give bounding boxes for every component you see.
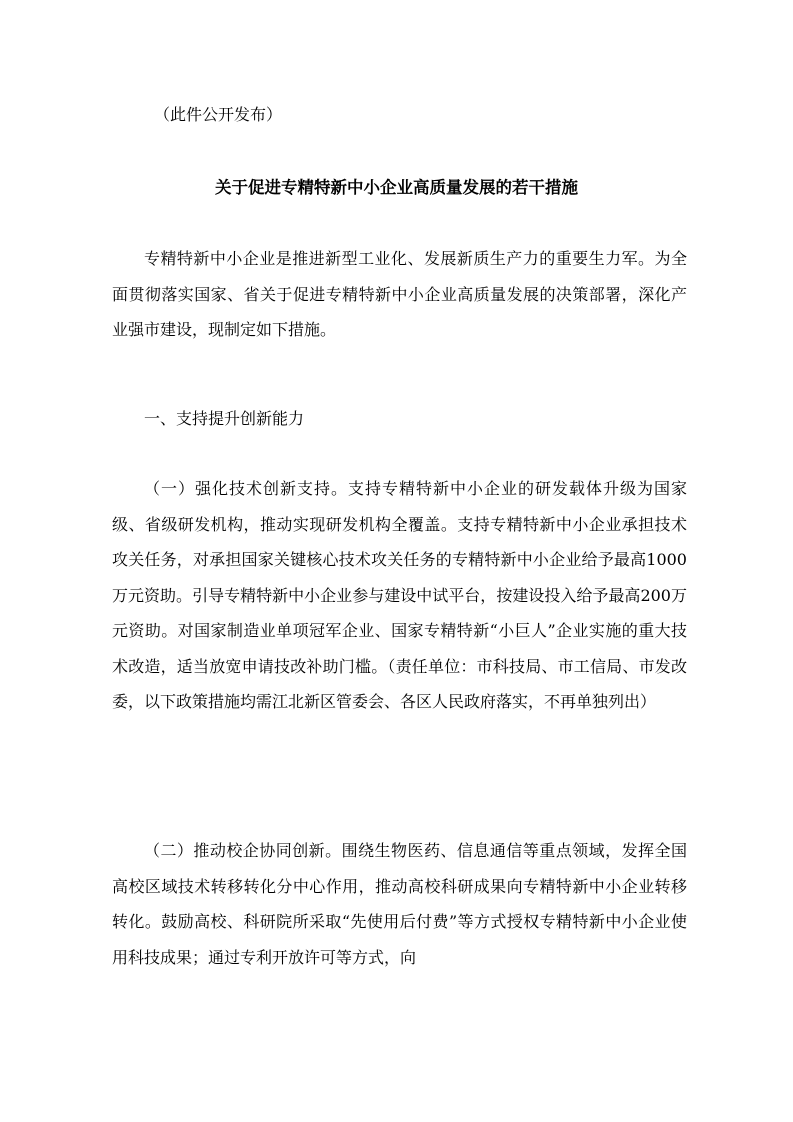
paragraph-item-2: （二）推动校企协同创新。围绕生物医药、信息通信等重点领域，发挥全国高校区域技术转移转化分中心作用，推动高校科研成果向专精特新中小企业转移转化。鼓励高校、科研院所采取“先使用后付费”等方式授权专精特新中小企业使用科技成果；通过专利开放许可等方式，向 (112, 841, 687, 967)
paragraph-item-1: （一）强化技术创新支持。支持专精特新中小企业的研发载体升级为国家级、省级研发机构，推动实现研发机构全覆盖。支持专精特新中小企业承担技术攻关任务，对承担国家关键核心技术攻关任务的专精特新中小企业给予最高1000万元资助。引导专精特新中小企业参与建设中试平台，按建设投入给予最高200万元资助。对国家制造业单项冠军企业、国家专精特新“小巨人”企业实施的重大技术改造，适当放宽申请技改补助门槛。（责任单位：市科技局、市工信局、市发改委，以下政策措施均需江北新区管委会、各区人民政府落实，不再单独列出） (112, 479, 687, 711)
document-title: 关于促进专精特新中小企业高质量发展的若干措施 (215, 178, 578, 197)
section-heading-1: 一、支持提升创新能力 (144, 409, 305, 428)
intro-paragraph: 专精特新中小企业是推进新型工业化、发展新质生产力的重要生力军。为全面贯彻落实国家、省关于促进专精特新中小企业高质量发展的决策部署，深化产业强市建设，现制定如下措施。 (112, 249, 687, 339)
publish-note: （此件公开发布） (154, 105, 283, 124)
